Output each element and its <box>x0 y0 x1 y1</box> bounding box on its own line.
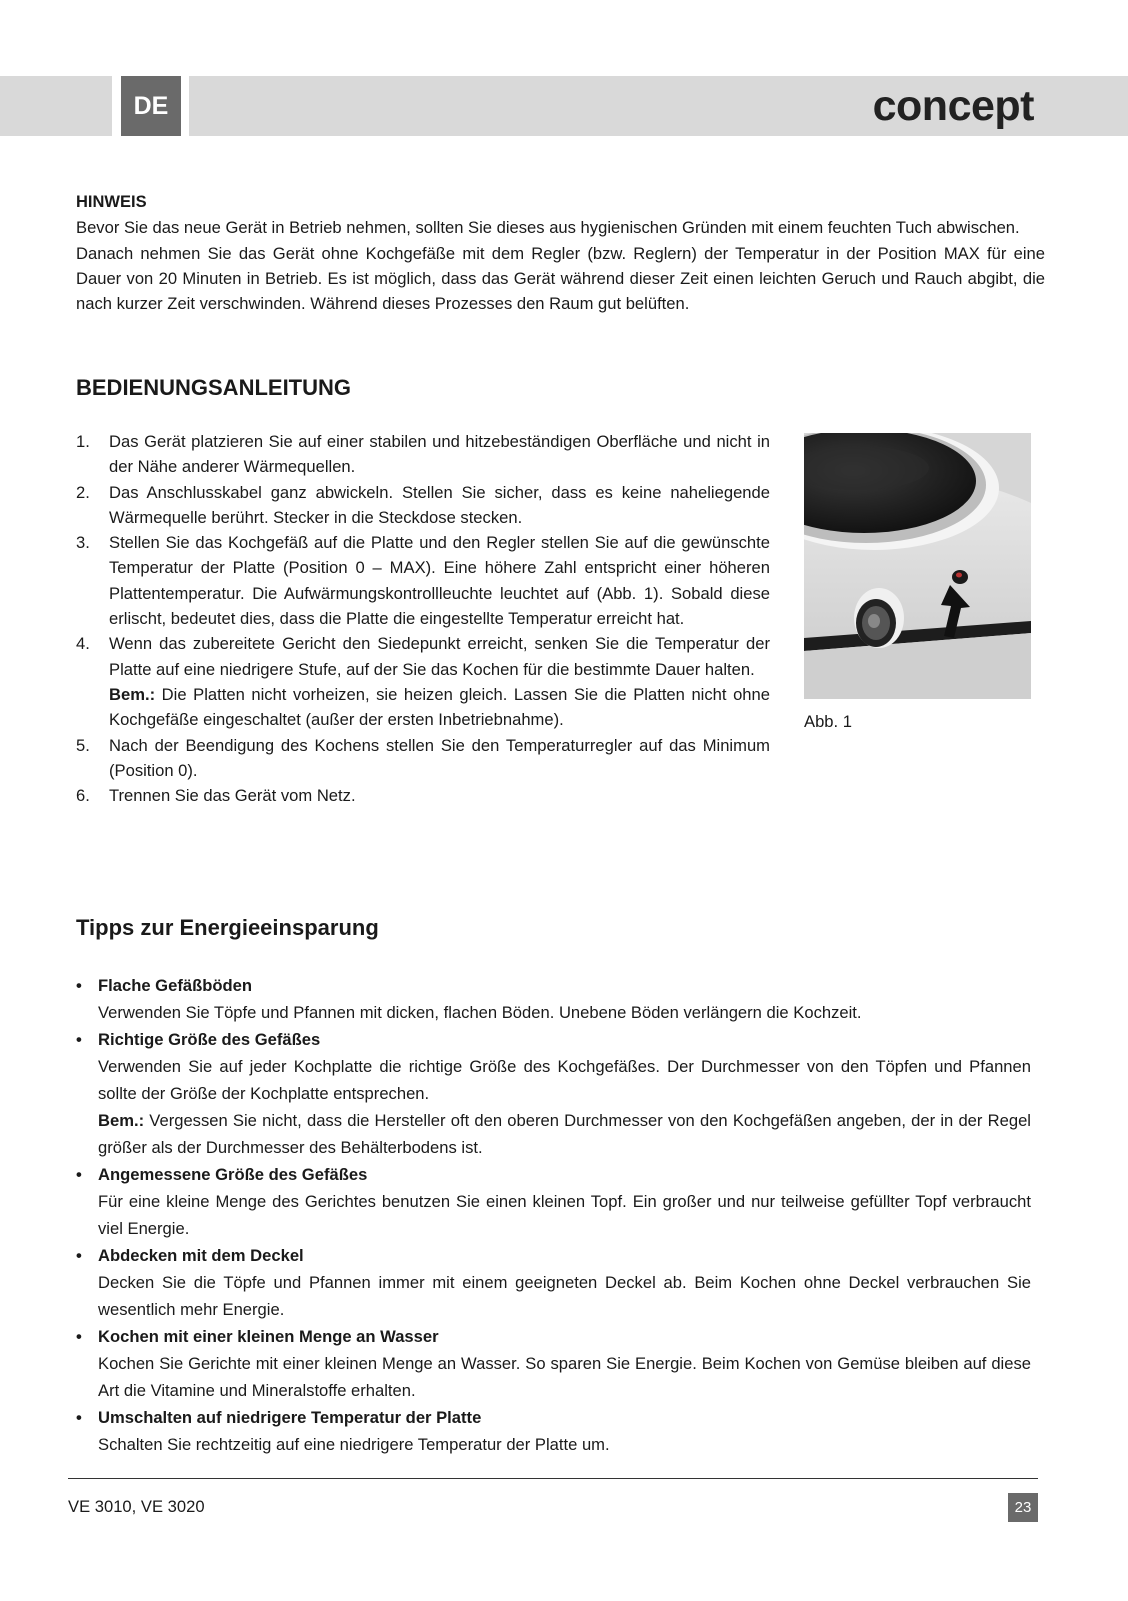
tip-text: Decken Sie die Töpfe und Pfannen immer mit einem geeigneten Deckel ab. Beim Kochen ohne Deckel verbrauchen Sie wesentlich mehr Energie. <box>98 1273 1031 1319</box>
list-item <box>76 1161 1031 1242</box>
figure-caption: Abb. 1 <box>804 712 852 731</box>
step-number: 4. <box>76 634 90 654</box>
header-band-left <box>0 76 112 136</box>
step-text: Nach der Beendigung des Kochens stellen Sie den Temperaturregler auf das Minimum (Position 0). <box>109 735 770 780</box>
tip-text: Für eine kleine Menge des Gerichtes benutzen Sie einen kleinen Topf. Ein großer und nur teilweise gefüllter Topf verbraucht viel Energie. <box>98 1192 1031 1238</box>
instruction-list <box>76 429 770 808</box>
hinweis-title: HINWEIS <box>76 193 147 211</box>
step-number: 3. <box>76 533 90 553</box>
knob-icon <box>856 599 896 647</box>
section-title-tipps: Tipps zur Energieeinsparung <box>76 915 379 940</box>
list-item <box>76 1026 1031 1161</box>
bullet-icon: • <box>76 1030 82 1049</box>
hinweis-paragraph-2: Danach nehmen Sie das Gerät ohne Kochgefäße mit dem Regler (bzw. Reglern) der Temperatur in der Position MAX für eine Dauer von 20 Minuten in Betrieb. Es ist möglich, dass das Gerät während dieser Zeit einen leichten Geruch und Rauch abgibt, die nach kurzer Zeit verschwinden. Während dieses Prozesses den Raum gut belüften. <box>76 243 1045 314</box>
footer-divider <box>68 1478 1038 1479</box>
list-item <box>76 631 770 732</box>
tip-title: Umschalten auf niedrigere Temperatur der Platte <box>98 1408 482 1427</box>
bullet-icon: • <box>76 976 82 995</box>
list-item <box>76 530 770 631</box>
bullet-icon: • <box>76 1246 82 1265</box>
bullet-icon: • <box>76 1327 82 1346</box>
bullet-icon: • <box>76 1165 82 1184</box>
brand-logo: concept <box>872 82 1034 130</box>
hinweis-paragraph-1: Bevor Sie das neue Gerät in Betrieb nehmen, sollten Sie dieses aus hygienischen Gründen mit einem feuchten Tuch abwischen. <box>76 218 1020 238</box>
tip-title: Angemessene Größe des Gefäßes <box>98 1165 368 1184</box>
step-text: Das Anschlusskabel ganz abwickeln. Stellen Sie sicher, dass es keine naheliegende Wärmequelle berührt. Stecker in die Steckdose stecken. <box>109 482 770 527</box>
section-title-bedienung: BEDIENUNGSANLEITUNG <box>76 375 352 400</box>
list-item <box>76 1242 1031 1323</box>
tip-text: Verwenden Sie auf jeder Kochplatte die richtige Größe des Kochgefäßes. Der Durchmesser von den Töpfen und Pfannen sollte der Größe der Kochplatte entsprechen. <box>98 1057 1031 1103</box>
tip-title: Kochen mit einer kleinen Menge an Wasser <box>98 1327 439 1346</box>
tip-text: Kochen Sie Gerichte mit einer kleinen Menge an Wasser. So sparen Sie Energie. Beim Kochen von Gemüse bleiben auf diese Art die Vitamine und Mineralstoffe erhalten. <box>98 1354 1031 1400</box>
step-text: Wenn das zubereitete Gericht den Siedepunkt erreicht, senken Sie die Temperatur der Platte auf eine niedrigere Stufe, auf der Sie das Kochen für die bestimmte Dauer halten. <box>109 634 770 679</box>
tip-title: Richtige Größe des Gefäßes <box>98 1030 321 1049</box>
hotplate-photo <box>804 433 1031 699</box>
list-item <box>76 1404 1031 1458</box>
step-number: 6. <box>76 786 90 806</box>
step-text: Das Gerät platzieren Sie auf einer stabilen und hitzebeständigen Oberfläche und nicht in der Nähe anderer Wärmequellen. <box>109 432 770 477</box>
language-badge: DE <box>121 76 181 136</box>
step-number: 5. <box>76 735 90 755</box>
tip-title: Abdecken mit dem Deckel <box>98 1246 304 1265</box>
hinweis-section <box>76 190 1045 316</box>
bullet-icon: • <box>76 1408 82 1427</box>
note-label: Bem.: <box>98 1111 145 1130</box>
list-item <box>76 972 1031 1026</box>
list-item <box>76 733 770 784</box>
list-item <box>76 429 770 480</box>
step-number: 1. <box>76 432 90 451</box>
list-item <box>76 783 770 808</box>
note-text: Vergessen Sie nicht, dass die Hersteller oft den oberen Durchmesser von den Kochgefäßen angeben, der in der Regel größer als der Durchmesser des Behälterbodens ist. <box>98 1111 1031 1157</box>
note-label: Bem.: <box>109 684 156 704</box>
tip-title: Flache Gefäßböden <box>98 976 252 995</box>
step-number: 2. <box>76 482 90 502</box>
page-number: 23 <box>1008 1493 1038 1522</box>
step-text: Trennen Sie das Gerät vom Netz. <box>109 786 356 806</box>
tip-text: Verwenden Sie Töpfe und Pfannen mit dicken, flachen Böden. Unebene Böden verlängern die Kochzeit. <box>98 1003 862 1022</box>
step-text: Stellen Sie das Kochgefäß auf die Platte und den Regler stellen Sie auf die gewünschte Temperatur der Platte (Position 0 – MAX). Eine höhere Zahl entspricht einer höheren Plattentemperatur. Die Aufwärmungskontrollleuchte leuchtet auf (Abb. 1). Sobald diese erlischt, bedeutet dies, dass die Platte die eingestellte Temperatur erreicht hat. <box>109 533 770 629</box>
list-item <box>76 480 770 531</box>
list-item <box>76 1323 1031 1404</box>
tips-list <box>76 972 1031 1458</box>
note-text: Die Platten nicht vorheizen, sie heizen gleich. Lassen Sie die Platten nicht ohne Kochgefäße eingeschaltet (außer der ersten Inbetriebnahme). <box>109 684 770 730</box>
tip-text: Schalten Sie rechtzeitig auf eine niedrigere Temperatur der Platte um. <box>98 1435 610 1454</box>
model-number: VE 3010, VE 3020 <box>68 1497 205 1516</box>
